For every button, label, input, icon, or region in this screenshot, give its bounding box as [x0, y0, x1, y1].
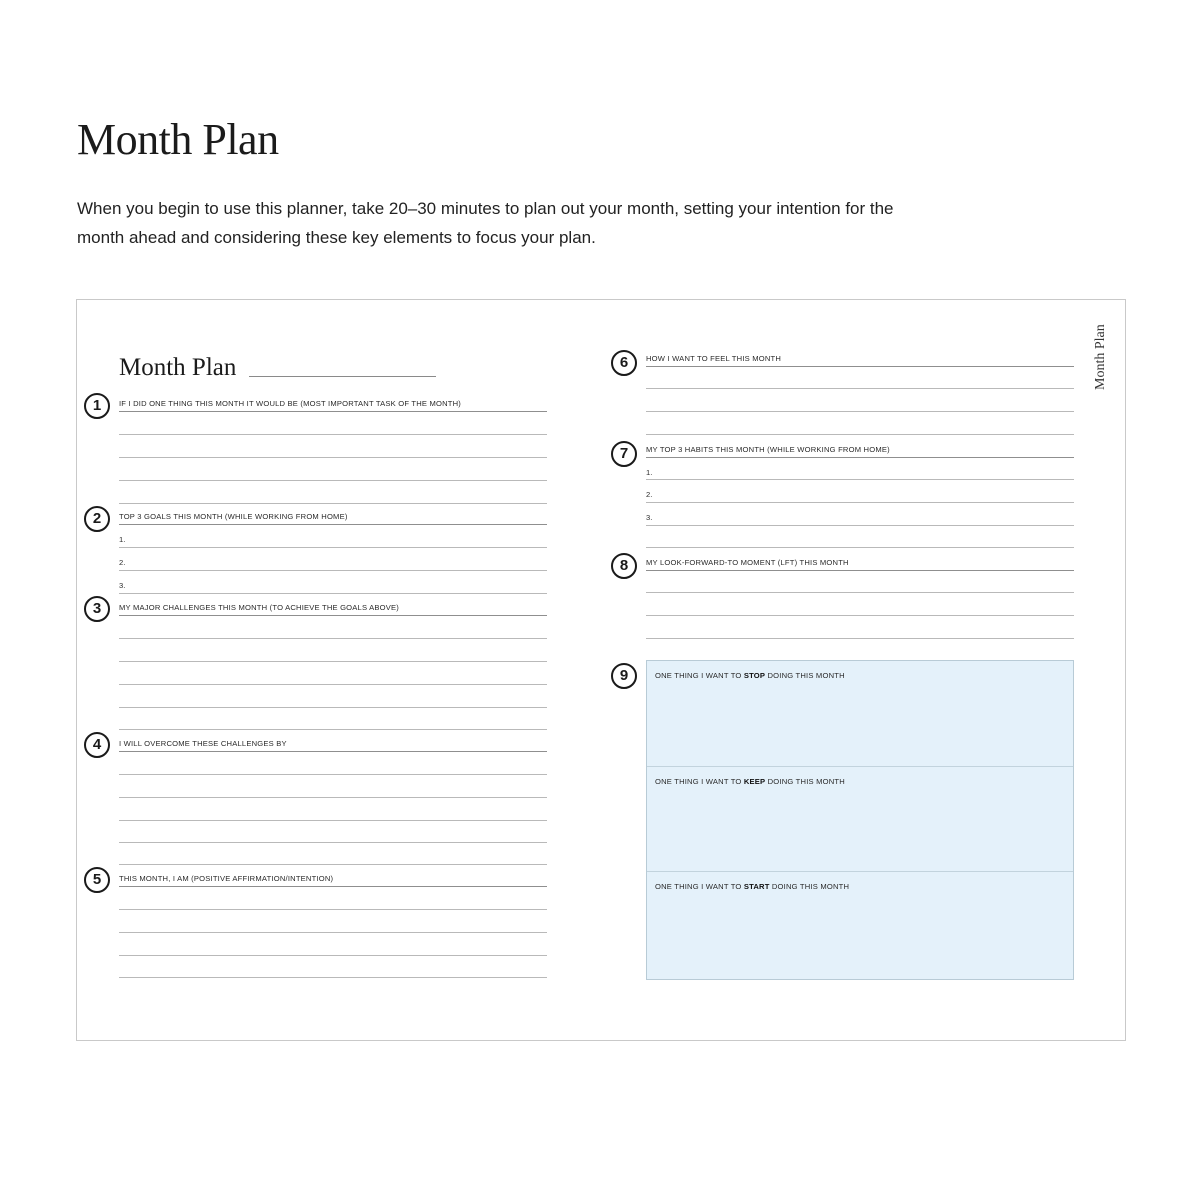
- write-line[interactable]: [119, 615, 547, 616]
- write-line[interactable]: [119, 593, 547, 594]
- write-line[interactable]: [646, 366, 1074, 367]
- write-line[interactable]: [646, 615, 1074, 616]
- write-line[interactable]: [119, 751, 547, 752]
- section-6-prompt: HOW I WANT TO FEEL THIS MONTH: [646, 354, 782, 363]
- write-line[interactable]: [119, 774, 547, 775]
- start-row[interactable]: [647, 872, 1073, 979]
- write-line[interactable]: [119, 886, 547, 887]
- stop-keep-start-box: [646, 660, 1074, 980]
- write-line[interactable]: [646, 638, 1074, 639]
- write-line[interactable]: [119, 480, 547, 481]
- write-line[interactable]: [119, 820, 547, 821]
- write-line[interactable]: [646, 525, 1074, 526]
- write-line[interactable]: [646, 457, 1074, 458]
- write-line[interactable]: [119, 864, 547, 865]
- number-badge-6: 6: [611, 350, 637, 376]
- write-line[interactable]: [646, 411, 1074, 412]
- intro-text: When you begin to use this planner, take 20–30 minutes to plan out your month, setting your intention for the month ahead and considering these key elements to focus your plan.: [77, 199, 894, 247]
- month-plan-sheet: [76, 299, 1126, 1041]
- write-line[interactable]: [119, 932, 547, 933]
- number-badge-8: 8: [611, 553, 637, 579]
- number-badge-1: 1: [84, 393, 110, 419]
- list-number: 2.: [119, 558, 126, 567]
- write-line[interactable]: [646, 570, 1074, 571]
- write-line[interactable]: [119, 524, 547, 525]
- section-8-prompt: MY LOOK-FORWARD-TO MOMENT (LFT) THIS MONTH: [646, 558, 849, 567]
- write-line[interactable]: [119, 570, 547, 571]
- write-line[interactable]: [119, 707, 547, 708]
- number-badge-7: 7: [611, 441, 637, 467]
- page-title: Month Plan: [77, 115, 279, 164]
- list-number: 3.: [646, 513, 653, 522]
- write-line[interactable]: [119, 797, 547, 798]
- number-badge-4: 4: [84, 732, 110, 758]
- section-5-prompt: THIS MONTH, I AM (POSITIVE AFFIRMATION/INTENTION): [119, 874, 334, 883]
- stop-row[interactable]: [647, 661, 1073, 767]
- write-line[interactable]: [646, 592, 1074, 593]
- write-line[interactable]: [119, 909, 547, 910]
- write-line[interactable]: [646, 502, 1074, 503]
- number-badge-3: 3: [84, 596, 110, 622]
- write-line[interactable]: [646, 547, 1074, 548]
- write-line[interactable]: [119, 955, 547, 956]
- number-badge-5: 5: [84, 867, 110, 893]
- write-line[interactable]: [119, 434, 547, 435]
- list-number: 3.: [119, 581, 126, 590]
- side-tab-label: Month Plan: [1093, 324, 1108, 390]
- write-line[interactable]: [119, 977, 547, 978]
- write-line[interactable]: [119, 638, 547, 639]
- section-7-prompt: MY TOP 3 HABITS THIS MONTH (WHILE WORKING FROM HOME): [646, 445, 890, 454]
- write-line[interactable]: [119, 457, 547, 458]
- write-line[interactable]: [646, 479, 1074, 480]
- write-line[interactable]: [119, 842, 547, 843]
- start-prompt: ONE THING I WANT TO START DOING THIS MONTH: [655, 882, 850, 891]
- keep-row[interactable]: [647, 767, 1073, 872]
- write-line[interactable]: [646, 388, 1074, 389]
- stop-prompt: ONE THING I WANT TO STOP DOING THIS MONTH: [655, 671, 845, 680]
- write-line[interactable]: [119, 661, 547, 662]
- write-line[interactable]: [119, 503, 547, 504]
- sheet-title: Month Plan: [119, 354, 237, 381]
- write-line[interactable]: [119, 684, 547, 685]
- section-2-prompt: TOP 3 GOALS THIS MONTH (WHILE WORKING FROM HOME): [119, 512, 348, 521]
- number-badge-2: 2: [84, 506, 110, 532]
- list-number: 1.: [646, 468, 653, 477]
- write-line[interactable]: [646, 434, 1074, 435]
- section-4-prompt: I WILL OVERCOME THESE CHALLENGES BY: [119, 739, 287, 748]
- write-line[interactable]: [119, 547, 547, 548]
- list-number: 2.: [646, 490, 653, 499]
- section-3-prompt: MY MAJOR CHALLENGES THIS MONTH (TO ACHIEVE THE GOALS ABOVE): [119, 603, 400, 612]
- write-line[interactable]: [119, 411, 547, 412]
- section-1-prompt: IF I DID ONE THING THIS MONTH IT WOULD BE (MOST IMPORTANT TASK OF THE MONTH): [119, 399, 462, 408]
- title-write-line[interactable]: [249, 376, 436, 377]
- list-number: 1.: [119, 535, 126, 544]
- number-badge-9: 9: [611, 663, 637, 689]
- write-line[interactable]: [119, 729, 547, 730]
- keep-prompt: ONE THING I WANT TO KEEP DOING THIS MONTH: [655, 777, 845, 786]
